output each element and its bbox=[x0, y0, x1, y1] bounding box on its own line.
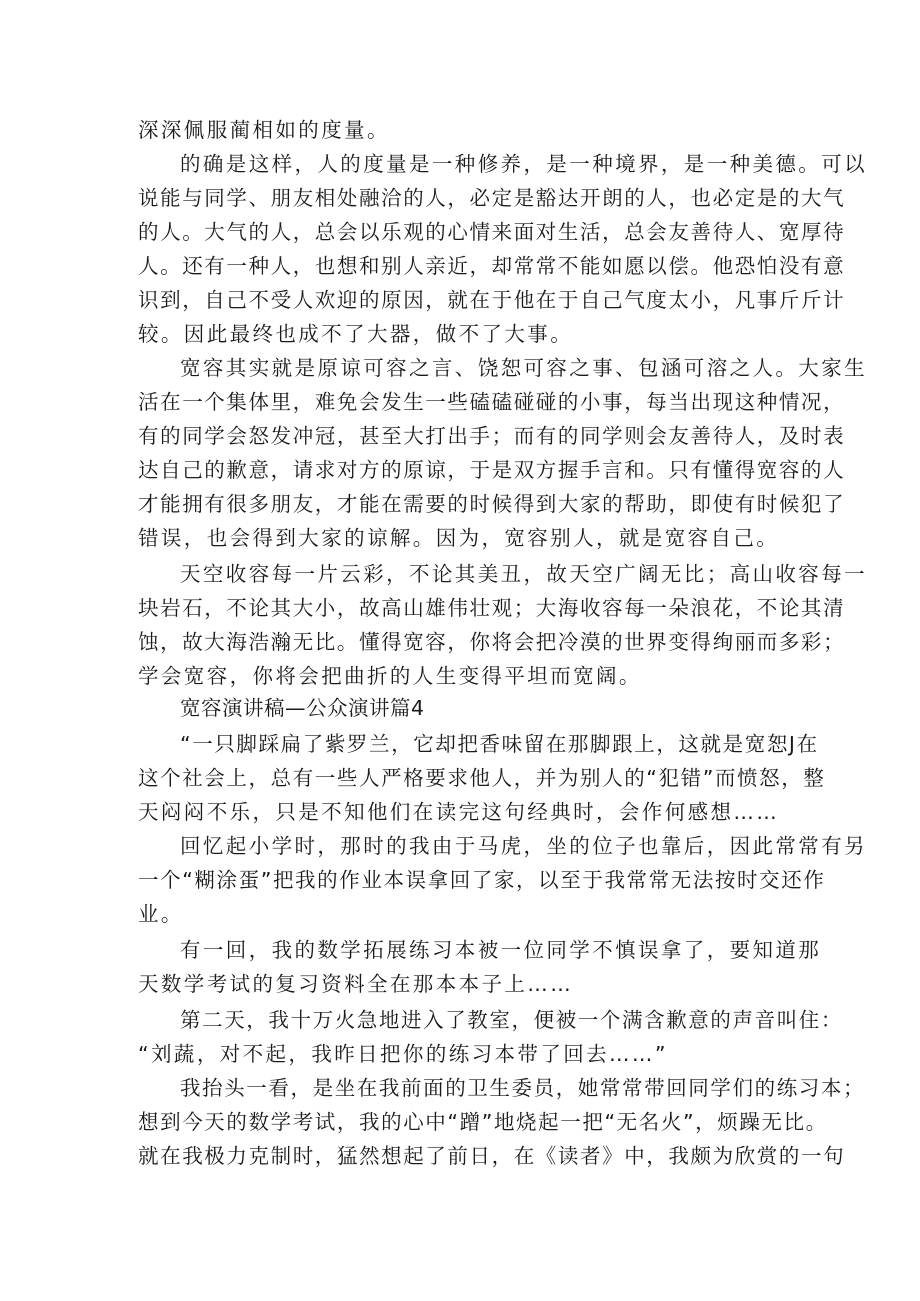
text-line: 宽容其实就是原谅可容之言、饶恕可容之事、包涵可溶之人。大家生 bbox=[180, 356, 867, 380]
text-line: 活在一个集体里，难免会发生一些磕磕碰碰的小事，每当出现这种情况， bbox=[138, 390, 846, 414]
text-line: 第二天，我十万火急地进入了教室，便被一个满含歉意的声音叫住： bbox=[180, 1008, 843, 1032]
text-line: 有的同学会怒发冲冠，甚至大打出手；而有的同学则会友善待人，及时表 bbox=[138, 424, 846, 448]
text-line: 天闷闷不乐，只是不知他们在读完这句经典时，会作何感想…… bbox=[138, 800, 780, 824]
text-line: 就在我极力克制时，猛然想起了前日，在《读者》中，我颇为欣赏的一句 bbox=[138, 1144, 846, 1168]
text-line: 块岩石，不论其大小，故高山雄伟壮观；大海收容每一朵浪花，不论其清 bbox=[138, 596, 846, 620]
text-line: 天数学考试的复习资料全在那本本子上…… bbox=[138, 972, 574, 996]
text-line: 我抬头一看，是坐在我前面的卫生委员，她常常带回同学们的练习本； bbox=[180, 1076, 866, 1100]
text-line: 一个“糊涂蛋”把我的作业本误拿回了家，以至于我常常无法按时交还作 bbox=[138, 868, 826, 892]
text-line: 业。 bbox=[138, 902, 184, 926]
text-line: 说能与同学、朋友相处融洽的人，必定是豁达开朗的人，也必定是的大气 bbox=[138, 186, 846, 210]
text-line: 识到，自己不受人欢迎的原因，就在于他在于自己气度太小，凡事斤斤计 bbox=[138, 288, 846, 312]
text-line: 深深佩服蔺相如的度量。 bbox=[138, 118, 390, 142]
text-line: “一只脚踩扁了紫罗兰，它却把香味留在那脚跟上，这就是宽恕J在 bbox=[180, 732, 819, 756]
text-line: 蚀，故大海浩瀚无比。懂得宽容，你将会把冷漠的世界变得绚丽而多彩； bbox=[138, 630, 846, 654]
text-line: 的确是这样，人的度量是一种修养，是一种境界，是一种美德。可以 bbox=[180, 152, 867, 176]
text-line: 学会宽容，你将会把曲折的人生变得平坦而宽阔。 bbox=[138, 664, 642, 688]
text-line: 达自己的歉意，请求对方的原谅，于是双方握手言和。只有懂得宽容的人 bbox=[138, 458, 846, 482]
text-line: 较。因此最终也成不了大器，做不了大事。 bbox=[138, 322, 574, 346]
text-line: 的人。大气的人，总会以乐观的心情来面对生活，总会友善待人、宽厚待 bbox=[138, 220, 846, 244]
text-line: 这个社会上，总有一些人严格要求他人，并为别人的“犯错”而愤怒，整 bbox=[138, 766, 826, 790]
section-heading: 宽容演讲稿—公众演讲篇4 bbox=[180, 696, 425, 720]
text-line: “刘蔬，对不起，我昨日把你的练习本带了回去……” bbox=[138, 1042, 668, 1066]
text-line: 错误，也会得到大家的谅解。因为，宽容别人，就是宽容自己。 bbox=[138, 526, 780, 550]
text-line: 人。还有一种人，也想和别人亲近，却常常不能如愿以偿。他恐怕没有意 bbox=[138, 254, 846, 278]
text-line: 才能拥有很多朋友，才能在需要的时候得到大家的帮助，即使有时候犯了 bbox=[138, 492, 846, 516]
text-line: 天空收容每一片云彩，不论其美丑，故天空广阔无比；高山收容每一 bbox=[180, 562, 867, 586]
text-line: 回忆起小学时，那时的我由于马虎，坐的位子也靠后，因此常常有另 bbox=[180, 834, 867, 858]
text-line: 想到今天的数学考试，我的心中“蹭”地烧起一把“无名火”，烦躁无比。 bbox=[138, 1110, 828, 1134]
text-line: 有一回，我的数学拓展练习本被一位同学不慎误拿了，要知道那 bbox=[180, 938, 822, 962]
